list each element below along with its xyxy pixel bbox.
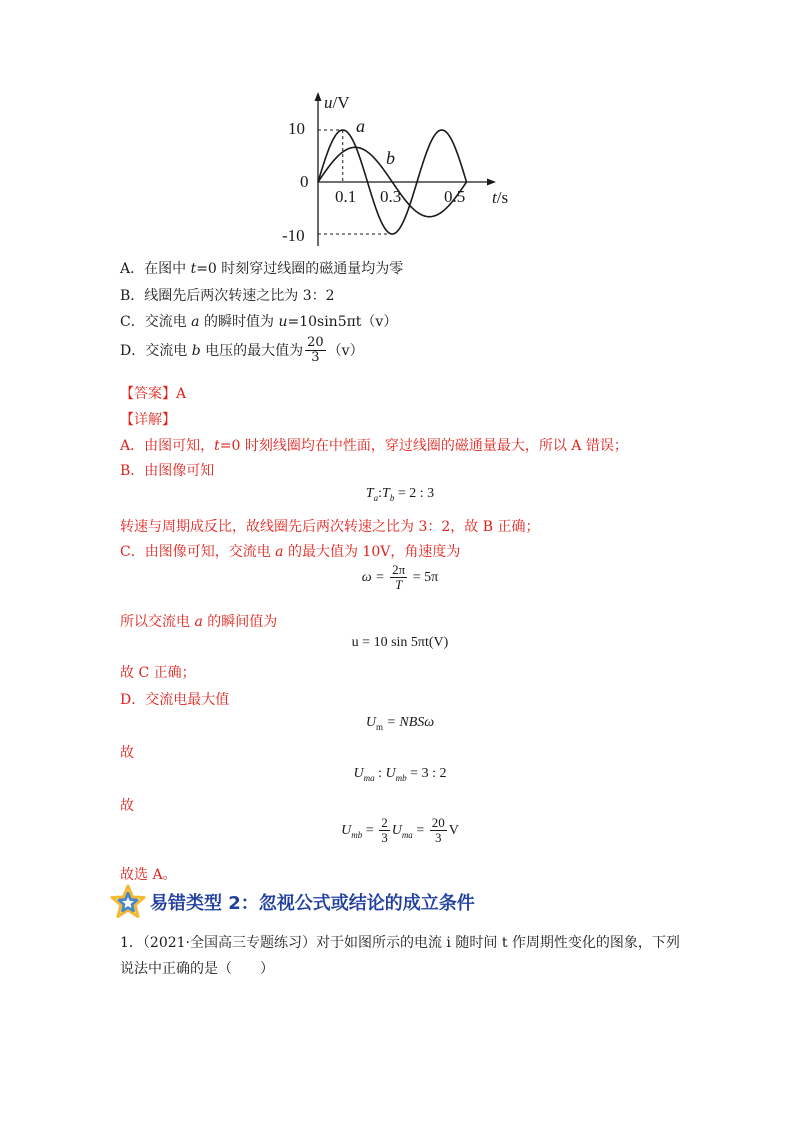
x-tick-0.3: 0.3	[380, 187, 402, 206]
option-a: A．在图中 t=0 时刻穿过线圈的磁通量均为零	[120, 261, 404, 277]
detail-c-conclusion: 故 C 正确；	[120, 665, 196, 681]
equation-max: $U_m = NBS\omega$	[365, 715, 435, 732]
x-axis-arrow	[487, 179, 496, 186]
curve-b-label: b	[386, 148, 395, 168]
question-line-2: 说法中正确的是（ ）	[120, 961, 274, 977]
detail-label: 【详解】	[120, 412, 176, 428]
question-line-1: 1．（2021·全国高三专题练习）对于如图所示的电流 i 随时间 t 作周期性变化的图象，下列	[120, 935, 680, 951]
equation-period-ratio: $T_a:T_b = 2$ : 3	[365, 486, 435, 503]
detail-c: C．由图像可知，交流电 a 的最大值为 10V，角速度为	[120, 544, 461, 560]
y-axis-label: u/V	[324, 93, 350, 112]
option-c: C．交流电 a 的瞬时值为 u=10sin5πt（v）	[120, 314, 398, 330]
y-axis-arrow	[315, 92, 322, 101]
curve-a-label: a	[356, 116, 365, 136]
detail-d: D．交流电最大值	[120, 692, 230, 708]
detail-b-conclusion: 转速与周期成反比，故线圈先后两次转速之比为 3：2，故 B 正确；	[120, 519, 540, 535]
sine-wave-chart	[280, 88, 540, 258]
equation-max-ratio: $U_{ma}$ : $U_{mb} = 3$ : 2	[353, 766, 447, 783]
option-b: B．线圈先后两次转速之比为 3：2	[120, 288, 335, 304]
answer-label: 【答案】A	[120, 386, 187, 402]
gu-2: 故	[120, 798, 134, 814]
x-tick-0.5: 0.5	[444, 187, 466, 206]
x-axis-label: t/s	[492, 188, 509, 207]
x-tick-0.1: 0.1	[335, 187, 357, 206]
section-title: 易错类型 2：忽视公式或结论的成立条件	[150, 893, 475, 914]
star-icon	[110, 884, 146, 920]
final-answer: 故选 A。	[120, 867, 177, 883]
equation-instant: u = 10 sin 5πt(V)	[351, 635, 449, 650]
gu-1: 故	[120, 745, 134, 761]
equation-omega: ω = $\frac{2\pi}{T}$ = 5π	[361, 562, 439, 593]
y-tick-10: 10	[288, 119, 305, 138]
equation-umb: $U_{mb}$ = $\frac{2}{3}$ $U_{ma}$ = $\frac{20}{3}$ V	[341, 815, 459, 846]
detail-b: B．由图像可知	[120, 463, 215, 479]
detail-c-line2: 所以交流电 a 的瞬间值为	[120, 614, 278, 630]
option-d: D．交流电 b 电压的最大值为 $\frac{20}{3}$ （v）	[120, 335, 364, 366]
y-tick-neg10: -10	[282, 226, 305, 245]
detail-a: A．由图可知，t=0 时刻线圈均在中性面，穿过线圈的磁通量最大，所以 A 错误；	[120, 438, 628, 454]
y-tick-0: 0	[300, 172, 309, 191]
